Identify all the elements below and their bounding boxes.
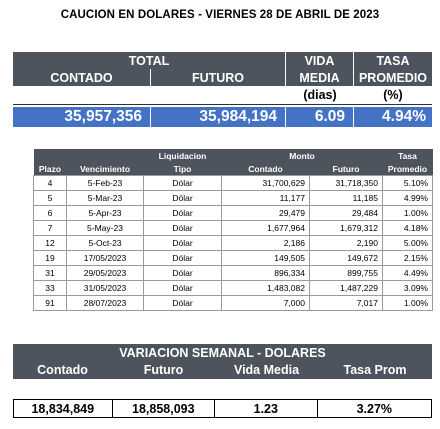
tasa-cell: 1.00% — [383, 206, 433, 221]
contado-header: Contado — [222, 162, 310, 176]
plazo-cell: 5 — [34, 191, 67, 206]
tipo-cell: Dólar — [144, 176, 222, 191]
detail-group-header-row — [34, 149, 433, 162]
promedio-label: PROMEDIO — [358, 70, 428, 85]
media-label: MEDIA — [286, 69, 354, 86]
tasa-cell: 3.09% — [383, 281, 433, 296]
vencimiento-cell: 17/05/2023 — [67, 251, 144, 266]
table-row — [34, 281, 433, 296]
contado-label: CONTADO — [13, 69, 151, 86]
weekly-futuro-value: 18,858,093 — [113, 400, 216, 417]
contado-cell: 2,186 — [222, 236, 310, 251]
table-row — [34, 296, 433, 311]
vencimiento-cell: 5-Mar-23 — [67, 191, 144, 206]
contado-cell: 896,334 — [222, 266, 310, 281]
table-row — [34, 251, 433, 266]
futuro-cell: 1,487,229 — [310, 281, 383, 296]
tipo-cell: Dólar — [144, 191, 222, 206]
plazo-cell: 33 — [34, 281, 67, 296]
tasa-unit: (%) — [383, 88, 403, 102]
vida-total: 6.09 — [286, 107, 354, 127]
vencimiento-cell: 31/05/2023 — [67, 281, 144, 296]
futuro-cell: 7,017 — [310, 296, 383, 311]
futuro-header: Futuro — [310, 162, 383, 176]
tasa-cell: 5.10% — [383, 176, 433, 191]
tasa-header: Tasa — [383, 149, 433, 162]
futuro-cell: 2,190 — [310, 236, 383, 251]
summary-table — [13, 52, 432, 127]
page-title: CAUCION EN DOLARES - VIERNES 28 DE ABRIL DE 2023 — [60, 9, 380, 21]
table-row — [34, 176, 433, 191]
table-row — [34, 221, 433, 236]
contado-cell: 149,505 — [222, 251, 310, 266]
weekly-vida-header: Vida Media — [233, 363, 300, 377]
tasa-total: 4.94% — [382, 108, 426, 125]
tipo-cell: Dólar — [144, 281, 222, 296]
contado-cell: 7,000 — [222, 296, 310, 311]
plazo-cell: 7 — [34, 221, 67, 236]
weekly-tasa-header: Tasa Prom — [343, 363, 407, 377]
weekly-values-row — [13, 399, 432, 418]
contado-cell: 1,677,964 — [222, 221, 310, 236]
vida-label: VIDA — [286, 52, 354, 69]
tipo-cell: Dólar — [144, 206, 222, 221]
contado-cell: 1,483,082 — [222, 281, 310, 296]
summary-totals-row — [13, 107, 432, 127]
plazo-cell: 19 — [34, 251, 67, 266]
weekly-title: VARIACION SEMANAL - DOLARES — [13, 344, 432, 361]
tasa-cell: 2.15% — [383, 251, 433, 266]
weekly-vida-value: 1.23 — [215, 400, 318, 417]
summary-units-row — [13, 86, 432, 104]
vencimiento-cell: 5-Apr-23 — [67, 206, 144, 221]
contado-total: 35,957,356 — [13, 107, 151, 127]
contado-cell: 31,700,629 — [222, 176, 310, 191]
tipo-cell: Dólar — [144, 251, 222, 266]
tasa-cell: 4.49% — [383, 266, 433, 281]
plazo-cell: 12 — [34, 236, 67, 251]
tipo-header: Tipo — [144, 162, 222, 176]
summary-header-row-1 — [13, 52, 432, 69]
weekly-tasa-value: 3.27% — [356, 401, 393, 416]
liquidacion-header: Liquidacion — [144, 149, 222, 162]
tasa-label: TASA — [376, 53, 410, 68]
futuro-cell: 11,185 — [310, 191, 383, 206]
tipo-cell: Dólar — [144, 221, 222, 236]
futuro-total: 35,984,194 — [151, 107, 286, 127]
vencimiento-cell: 5-May-23 — [67, 221, 144, 236]
monto-header: Monto — [222, 149, 383, 162]
table-row — [34, 191, 433, 206]
futuro-cell: 29,484 — [310, 206, 383, 221]
vencimiento-cell: 29/05/2023 — [67, 266, 144, 281]
table-row — [34, 236, 433, 251]
detail-table — [33, 149, 433, 311]
plazo-cell: 31 — [34, 266, 67, 281]
plazo-cell: 6 — [34, 206, 67, 221]
vencimiento-cell: 5-Oct-23 — [67, 236, 144, 251]
weekly-header-row — [13, 361, 432, 379]
weekly-contado-header: Contado — [37, 363, 88, 377]
tipo-cell: Dólar — [144, 236, 222, 251]
total-label: TOTAL — [13, 52, 286, 69]
contado-cell: 29,479 — [222, 206, 310, 221]
futuro-cell: 149,672 — [310, 251, 383, 266]
vencimiento-header: Vencimiento — [67, 162, 144, 176]
tasa-cell: 1.00% — [383, 296, 433, 311]
futuro-cell: 31,718,350 — [310, 176, 383, 191]
weekly-futuro-header: Futuro — [143, 363, 184, 377]
plazo-cell: 91 — [34, 296, 67, 311]
futuro-cell: 1,679,312 — [310, 221, 383, 236]
table-row — [34, 266, 433, 281]
tasa-cell: 4.18% — [383, 221, 433, 236]
detail-header-row — [34, 162, 433, 176]
contado-cell: 11,177 — [222, 191, 310, 206]
tasa-cell: 4.99% — [383, 191, 433, 206]
plazo-header: Plazo — [34, 162, 67, 176]
tipo-cell: Dólar — [144, 296, 222, 311]
vida-unit: (dias) — [303, 88, 337, 102]
tipo-cell: Dólar — [144, 266, 222, 281]
vencimiento-cell: 5-Feb-23 — [67, 176, 144, 191]
detail-body — [34, 176, 433, 311]
plazo-cell: 4 — [34, 176, 67, 191]
vencimiento-cell: 28/07/2023 — [67, 296, 144, 311]
weekly-table — [13, 344, 432, 418]
table-row — [34, 206, 433, 221]
futuro-label: FUTURO — [151, 69, 286, 86]
tasa-cell: 5.00% — [383, 236, 433, 251]
futuro-cell: 899,755 — [310, 266, 383, 281]
summary-header-row-2 — [13, 69, 432, 86]
weekly-contado-value: 18,834,849 — [14, 400, 113, 417]
promedio-header: Promedio — [383, 162, 433, 176]
